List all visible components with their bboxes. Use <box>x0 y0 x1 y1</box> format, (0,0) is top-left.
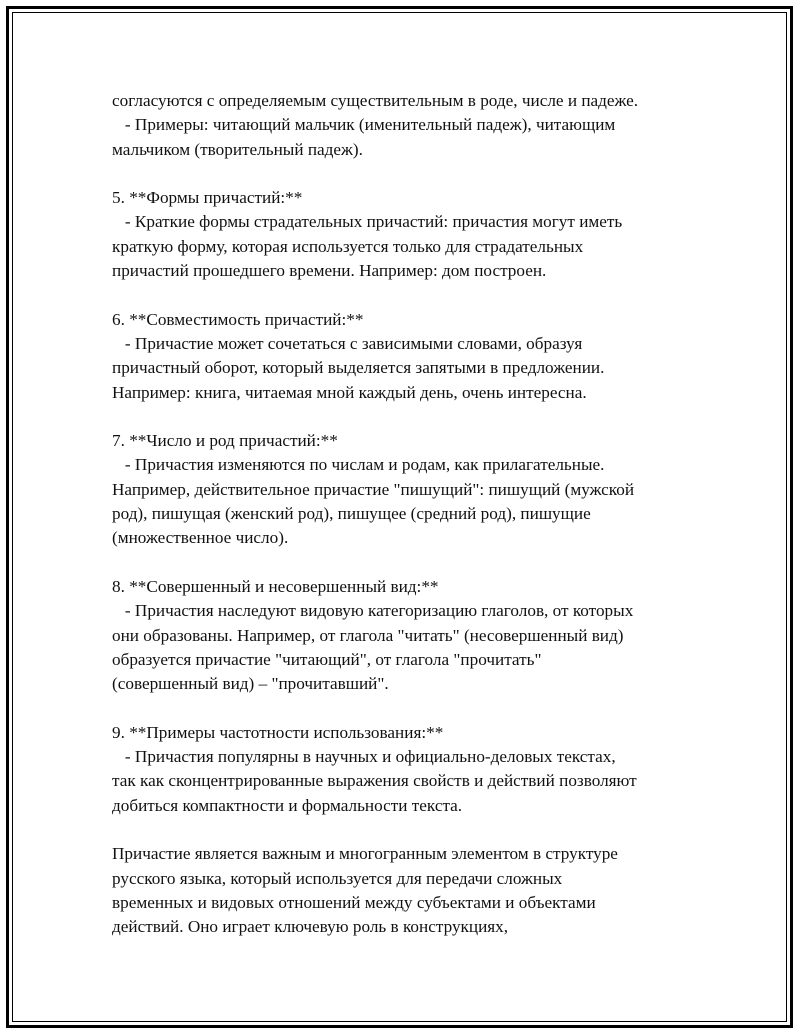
section-heading: 7. **Число и род причастий:** <box>112 431 338 451</box>
text-line: - Краткие формы страдательных причастий: причастия могут иметь <box>112 212 623 232</box>
text-line: Причастие является важным и многогранным элементом в структуре <box>112 844 618 864</box>
paragraph-gap <box>112 162 712 186</box>
text-line: причастный оборот, который выделяется запятыми в предложении. <box>112 358 605 378</box>
section-heading: 9. **Примеры частотности использования:** <box>112 722 444 742</box>
text-line: (множественное число). <box>112 528 289 548</box>
text-line: - Причастия наследуют видовую категоризацию глаголов, от которых <box>112 601 634 621</box>
section-heading: 5. **Формы причастий:** <box>112 188 303 208</box>
text-line: род), пишущая (женский род), пишущее (средний род), пишущие <box>112 504 591 524</box>
text-line: Например: книга, читаемая мной каждый день, очень интересна. <box>112 382 587 402</box>
paragraph-gap <box>112 551 712 575</box>
text-line: - Причастия изменяются по числам и родам, как прилагательные. <box>112 455 605 475</box>
text-line: краткую форму, которая используется только для страдательных <box>112 236 584 256</box>
text-line: добиться компактности и формальности текста. <box>112 795 463 815</box>
document-text <box>112 89 712 939</box>
text-line: - Причастие может сочетаться с зависимыми словами, образуя <box>112 333 583 353</box>
text-line: - Примеры: читающий мальчик (именительный падеж), читающим <box>112 115 616 135</box>
text-line: русского языка, который используется для передачи сложных <box>112 868 563 888</box>
text-line: Например, действительное причастие "пишущий": пишущий (мужской <box>112 479 635 499</box>
text-line: - Причастия популярны в научных и официально-деловых текстах, <box>112 747 616 767</box>
paragraph-gap <box>112 405 712 429</box>
text-line: они образованы. Например, от глагола "читать" (несовершенный вид) <box>112 625 624 645</box>
text-line: согласуются с определяемым существительным в роде, числе и падеже. <box>112 91 639 110</box>
section-heading: 8. **Совершенный и несовершенный вид:** <box>112 576 439 596</box>
text-line: (совершенный вид) – "прочитавший". <box>112 674 389 694</box>
section-heading: 6. **Совместимость причастий:** <box>112 309 364 329</box>
text-line: образуется причастие "читающий", от глагола "прочитать" <box>112 649 542 669</box>
paragraph-gap <box>112 696 712 720</box>
paragraph-gap <box>112 283 712 307</box>
text-line: действий. Оно играет ключевую роль в конструкциях, <box>112 917 509 937</box>
text-line: так как сконцентрированные выражения свойств и действий позволяют <box>112 771 637 791</box>
text-line: мальчиком (творительный падеж). <box>112 139 363 159</box>
text-line: временных и видовых отношений между субъектами и объектами <box>112 892 596 912</box>
text-line: причастий прошедшего времени. Например: дом построен. <box>112 261 547 281</box>
paragraph-gap <box>112 818 712 842</box>
